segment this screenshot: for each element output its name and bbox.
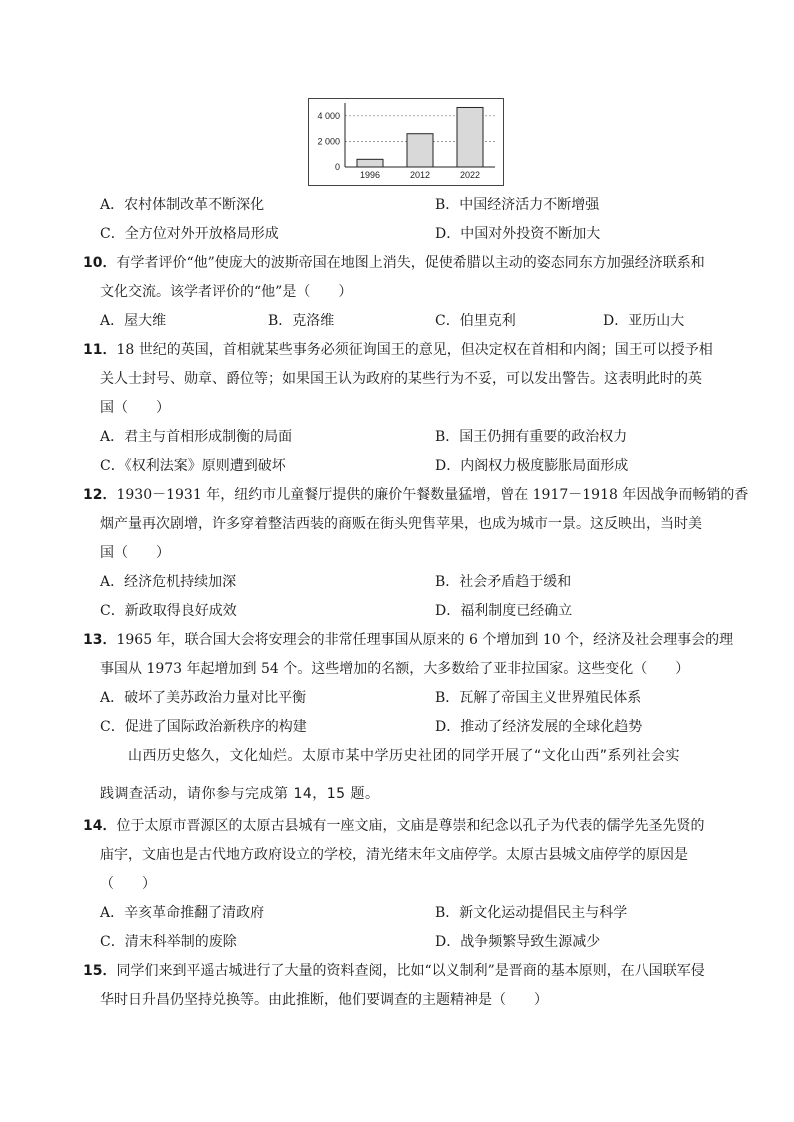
- q12-stem-line3: 国（ ）: [100, 545, 170, 561]
- q12-option-d: D．福利制度已经确立: [435, 603, 573, 619]
- q14-number: 14．: [83, 818, 117, 834]
- q12-text1: 1930－1931 年，纽约市儿童餐厅提供的廉价午餐数量猛增，曾在 1917－1918 年因战争而畅销的香: [116, 487, 749, 503]
- q14-stem-line2: 庙宇，文庙也是古代地方政府设立的学校，清光绪末年文庙停学。太原古县城文庙停学的原因是: [100, 847, 688, 863]
- q11-option-d: D．内阁权力极度膨胀局面形成: [435, 458, 629, 474]
- q13-stem-line1: [83, 630, 733, 650]
- q10-number: 10．: [83, 255, 117, 271]
- q13-number: 13．: [83, 632, 117, 648]
- section-intro-line2: 践调查活动，请你参与完成第 14，15 题。: [100, 786, 380, 802]
- q9-option-d: D．中国对外投资不断加大: [435, 226, 601, 242]
- q13-option-b: B．瓦解了帝国主义世界殖民体系: [435, 690, 642, 706]
- q10-stem-line1: [83, 253, 705, 273]
- q14-option-c: C．清末科举制的废除: [100, 934, 237, 950]
- x-tick-label: 2012: [409, 170, 431, 180]
- bar: [407, 134, 433, 167]
- q10-option-a: A．屋大维: [100, 313, 167, 329]
- q11-stem-line1: [83, 340, 713, 360]
- q11-stem-line3: 国（ ）: [100, 400, 170, 416]
- x-tick-label: 1996: [359, 170, 381, 180]
- q11-option-c: C．《权利法案》原则遭到破坏: [100, 458, 286, 474]
- q15-text1: 同学们来到平遥古城进行了大量的资料查阅，比如“以义制利”是晋商的基本原则，在八国联军侵: [116, 963, 705, 979]
- q12-option-a: A．经济危机持续加深: [100, 574, 237, 590]
- bar: [357, 159, 383, 167]
- q12-stem-line1: [83, 485, 748, 505]
- q14-option-b: B．新文化运动提倡民主与科学: [435, 905, 628, 921]
- q10-text1: 有学者评价“他”使庞大的波斯帝国在地图上消失，促使希腊以主动的姿态同东方加强经济联系和: [116, 255, 705, 271]
- bar-chart-frame: [308, 98, 504, 186]
- q11-number: 11．: [83, 342, 117, 358]
- y-tick-label: 2 000: [317, 136, 340, 147]
- q13-text1: 1965 年，联合国大会将安理会的非常任理事国从原来的 6 个增加到 10 个，经济及社会理事会的理: [116, 632, 734, 648]
- q13-option-d: D．推动了经济发展的全球化趋势: [435, 719, 643, 735]
- x-tick-label: 2022: [459, 170, 481, 180]
- q12-option-c: C．新政取得良好成效: [100, 603, 237, 619]
- q10-option-c: C．伯里克利: [435, 313, 516, 329]
- section-intro-line1: 山西历史悠久，文化灿烂。太原市某中学历史社团的同学开展了“文化山西”系列社会实: [128, 748, 681, 764]
- q10-stem-line2: 文化交流。该学者评价的“他”是（ ）: [100, 284, 353, 300]
- y-tick-label: 4 000: [317, 110, 340, 121]
- q11-option-b: B．国王仍拥有重要的政治权力: [435, 429, 628, 445]
- q11-text1: 18 世纪的英国，首相就某些事务必须征询国王的意见，但决定权在首相和内阁；国王可以授予相: [116, 342, 713, 358]
- q14-stem-line1: [83, 816, 704, 836]
- q10-option-d: D．亚历山大: [603, 313, 685, 329]
- q10-option-b: B．克洛维: [268, 313, 335, 329]
- q14-text1: 位于太原市晋源区的太原古县城有一座文庙，文庙是尊崇和纪念以孔子为代表的儒学先圣先贤的: [116, 818, 705, 834]
- q14-stem-line3: （ ）: [100, 876, 156, 892]
- q9-option-b: B．中国经济活力不断增强: [435, 197, 600, 213]
- q9-option-a: A．农村体制改革不断深化: [100, 197, 265, 213]
- q15-stem-line1: [83, 961, 705, 981]
- q11-stem-line2: 关人士封号、勋章、爵位等；如果国王认为政府的某些行为不妥，可以发出警告。这表明此时的英: [100, 371, 702, 387]
- q15-stem-line2: 华时日升昌仍坚持兑换等。由此推断，他们要调查的主题精神是（ ）: [100, 992, 548, 1008]
- q12-number: 12．: [83, 487, 117, 503]
- q12-stem-line2: 烟产量再次剧增，许多穿着整洁西装的商贩在街头兜售苹果，也成为城市一景。这反映出，当时美: [100, 516, 702, 532]
- y-tick-label: 0: [334, 162, 340, 172]
- q14-option-d: D．战争频繁导致生源减少: [435, 934, 601, 950]
- q13-option-a: A．破坏了美苏政治力量对比平衡: [100, 690, 307, 706]
- q11-option-a: A．君主与首相形成制衡的局面: [100, 429, 293, 445]
- q9-option-c: C．全方位对外开放格局形成: [100, 226, 279, 242]
- bar: [457, 107, 483, 167]
- q13-option-c: C．促进了国际政治新秩序的构建: [100, 719, 307, 735]
- bar-chart: [309, 99, 503, 185]
- q12-option-b: B．社会矛盾趋于缓和: [435, 574, 572, 590]
- q14-option-a: A．辛亥革命推翻了清政府: [100, 905, 265, 921]
- q15-number: 15．: [83, 963, 117, 979]
- q13-stem-line2: 事国从 1973 年起增加到 54 个。这些增加的名额，大多数给了亚非拉国家。这些变化（ ）: [100, 661, 690, 677]
